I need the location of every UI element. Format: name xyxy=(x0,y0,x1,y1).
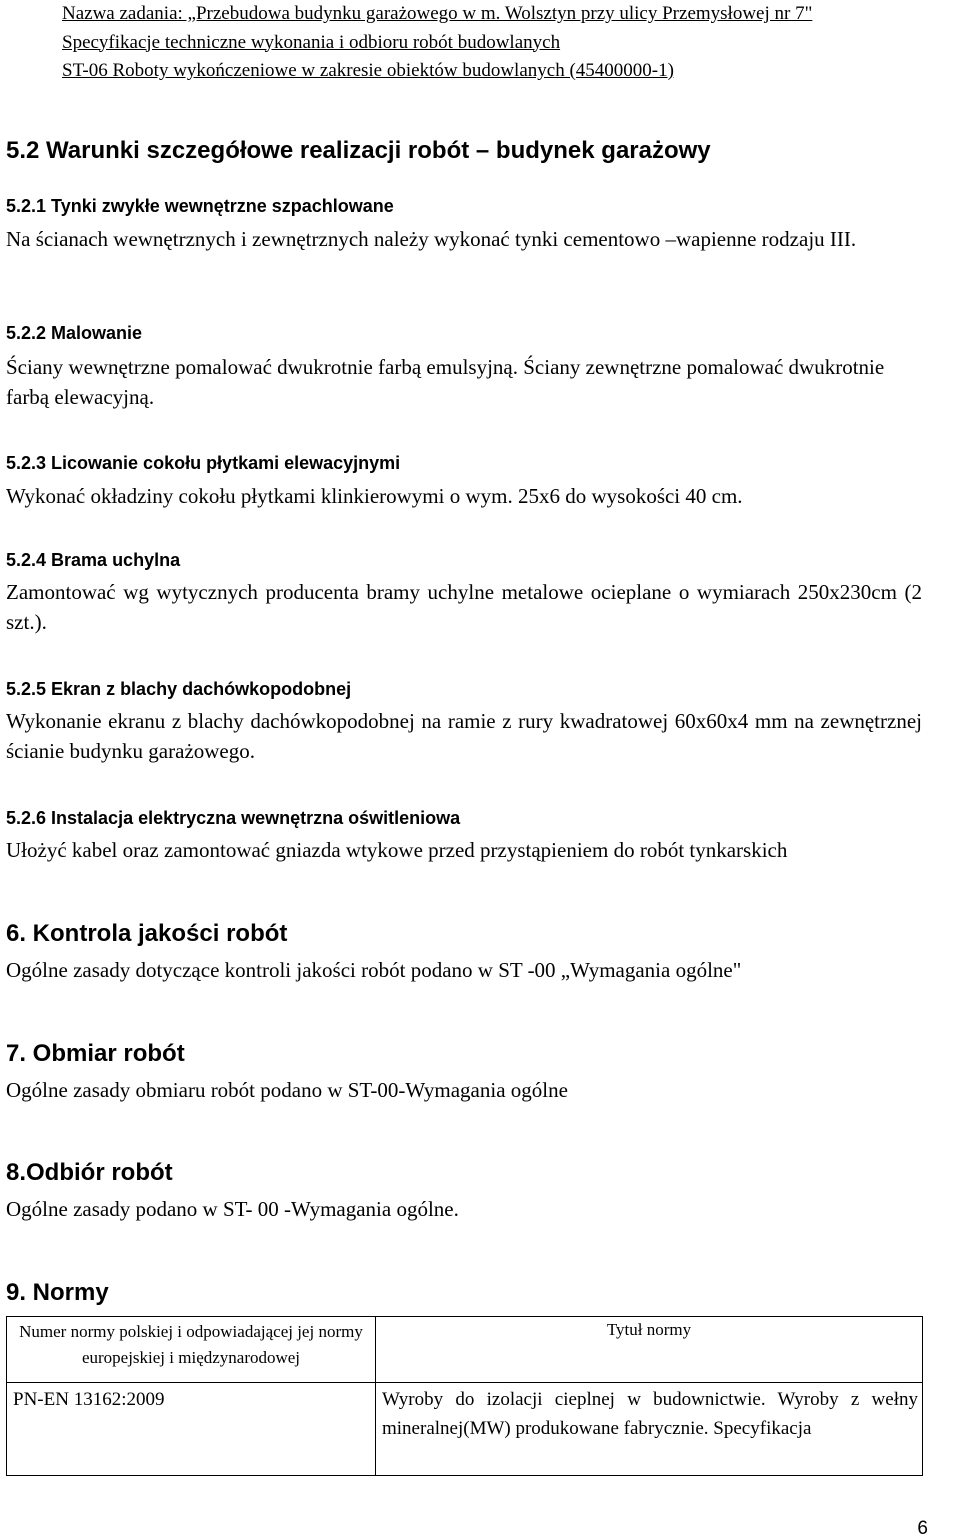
section-7-heading: 7. Obmiar robót xyxy=(6,1040,185,1067)
header-task-name: Nazwa zadania: „Przebudowa budynku garażowego w m. Wolsztyn przy ulicy Przemysłowej nr 7" xyxy=(62,3,813,24)
subsection-5-2-1-heading: 5.2.1 Tynki zwykłe wewnętrzne szpachlowane xyxy=(6,196,394,216)
norm-number: PN-EN 13162:2009 xyxy=(13,1389,165,1410)
page-number: 6 xyxy=(917,1518,928,1539)
header-st-code: ST-06 Roboty wykończeniowe w zakresie obiektów budowlanych (45400000-1) xyxy=(62,60,674,81)
section-6-text: Ogólne zasady dotyczące kontroli jakości robót podano w ST -00 „Wymagania ogólne" xyxy=(6,958,742,982)
subsection-5-2-2-heading: 5.2.2 Malowanie xyxy=(6,323,143,343)
table-cell-norm-number xyxy=(6,1383,376,1476)
section-9-heading: 9. Normy xyxy=(6,1279,109,1306)
table-header-label: Numer normy polskiej i odpowiadającej jej normy europejskiej i międzynarodowej xyxy=(19,1322,363,1367)
document-header xyxy=(62,0,942,86)
norm-title: Wyroby do izolacji cieplnej w budownictwie. Wyroby z wełny mineralnej(MW) produkowane fabrycznie. Specyfikacja xyxy=(382,1389,918,1439)
subsection-5-2-1-text: Na ścianach wewnętrznych i zewnętrznych należy wykonać tynki cementowo –wapienne rodzaju III. xyxy=(6,227,857,251)
subsection-5-2-6-text: Ułożyć kabel oraz zamontować gniazda wtykowe przed przystąpieniem do robót tynkarskich xyxy=(6,838,788,862)
subsection-5-2-5-heading: 5.2.5 Ekran z blachy dachówkopodobnej xyxy=(6,679,352,699)
header-spec-title: Specyfikacje techniczne wykonania i odbioru robót budowlanych xyxy=(62,31,561,53)
subsection-5-2-4-text: Zamontować wg wytycznych producenta bramy uchylne metalowe ocieplane o wymiarach 250x230cm (2 szt.). xyxy=(6,580,922,634)
section-8-heading: 8.Odbiór robót xyxy=(6,1159,173,1186)
section-8-text: Ogólne zasady podano w ST- 00 -Wymagania ogólne. xyxy=(6,1197,459,1221)
norms-table xyxy=(6,1316,923,1476)
subsection-5-2-3-heading: 5.2.3 Licowanie cokołu płytkami elewacyjnymi xyxy=(6,453,401,473)
subsection-5-2-6-heading: 5.2.6 Instalacja elektryczna wewnętrzna oświtleniowa xyxy=(6,808,461,828)
subsection-5-2-3-text: Wykonać okładziny cokołu płytkami klinkierowymi o wym. 25x6 do wysokości 40 cm. xyxy=(6,484,743,508)
section-7-text: Ogólne zasady obmiaru robót podano w ST-00-Wymagania ogólne xyxy=(6,1078,568,1102)
table-cell-norm-title xyxy=(376,1383,923,1476)
subsection-5-2-4-heading: 5.2.4 Brama uchylna xyxy=(6,550,181,570)
section-5-2-heading: 5.2 Warunki szczegółowe realizacji robót – budynek garażowy xyxy=(6,137,711,164)
subsection-5-2-5-text: Wykonanie ekranu z blachy dachówkopodobnej na ramie z rury kwadratowej 60x60x4 mm na zewnętrznej ścianie budynku garażowego. xyxy=(6,709,922,763)
table-header-cell-norm-number xyxy=(6,1316,376,1383)
table-header-cell-norm-title xyxy=(376,1316,923,1383)
section-6-heading: 6. Kontrola jakości robót xyxy=(6,920,288,947)
subsection-5-2-2-text: Ściany wewnętrzne pomalować dwukrotnie farbą emulsyjną. Ściany zewnętrzne pomalować dwukrotnie farbą elewacyjną. xyxy=(6,355,885,409)
table-header-label: Tytuł normy xyxy=(606,1320,692,1339)
